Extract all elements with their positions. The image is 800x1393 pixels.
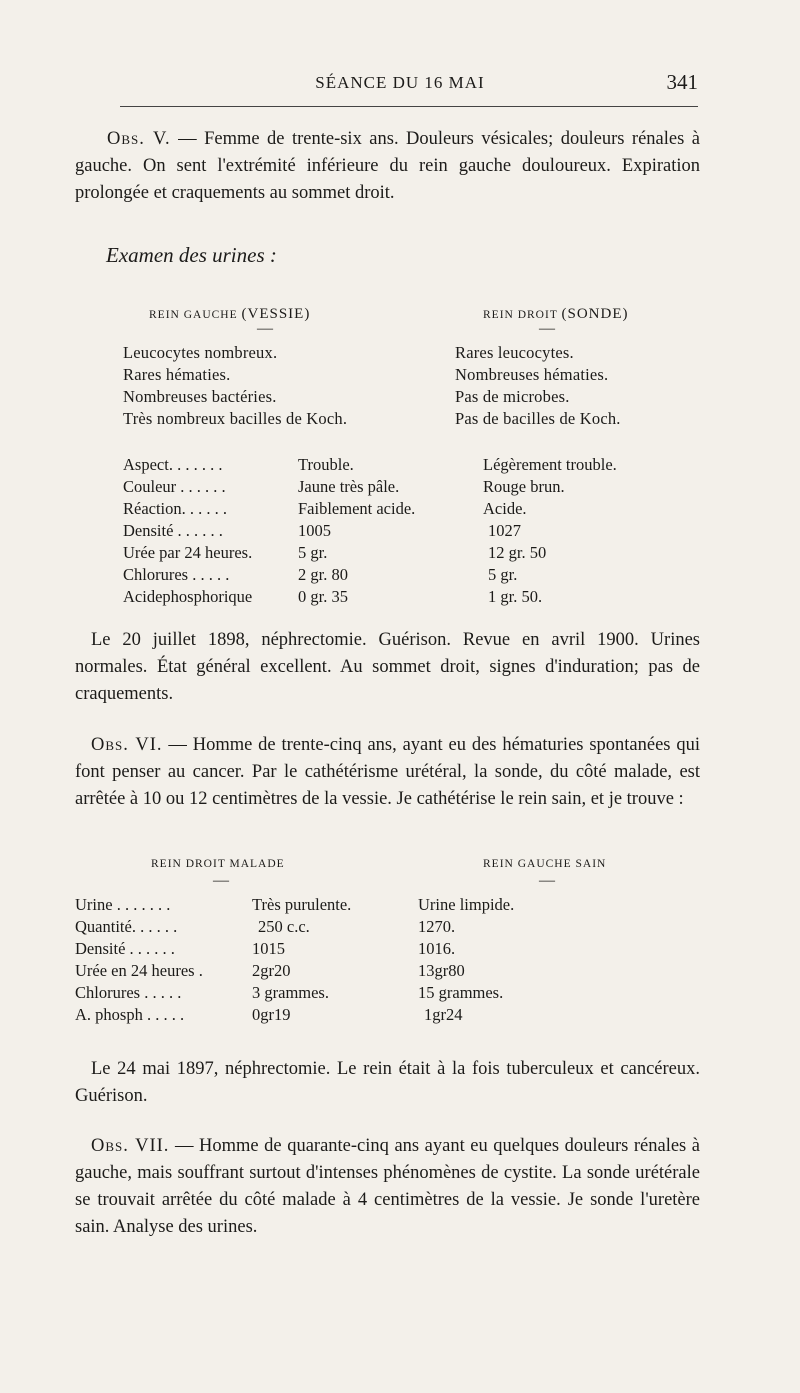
- obs7-lead: Obs. VII.: [91, 1136, 170, 1156]
- t1-row-label: Réaction. . . . . .: [123, 499, 228, 518]
- t1-row-left: 1005: [298, 521, 331, 540]
- t2-row-label: Quantité. . . . . .: [75, 917, 178, 936]
- running-header: SÉANCE DU 16 MAI: [315, 73, 485, 92]
- obs6-text: — Homme de trente-cinq ans, ayant eu des hématuries spontanées qui font penser au cancer. Par le cathétérisme urétéral, la sonde, du côté malade, est arrêtée à 10 ou 12 centimètres de la vessie. Je cathétérise le rein sain, et je trouve :: [75, 735, 700, 809]
- t2-row-left: 3 grammes.: [252, 983, 329, 1002]
- t1-row-right: 12 gr. 50: [488, 543, 547, 562]
- t2-row-label: Urée en 24 heures .: [75, 961, 203, 980]
- t1-left-line: Nombreuses bactéries.: [123, 387, 277, 406]
- obs5-paragraph: [75, 126, 700, 207]
- t2-row-label: Chlorures . . . . .: [75, 983, 182, 1002]
- t2-row-left: 1015: [252, 939, 285, 958]
- table2-right-head: REIN GAUCHE SAIN: [483, 858, 607, 870]
- t1-row-right: 5 gr.: [488, 565, 518, 584]
- t2-row-right: Urine limpide.: [418, 895, 515, 914]
- t2-row-left: 0gr19: [252, 1005, 291, 1024]
- t2-row-right: 1270.: [418, 917, 456, 936]
- t1-row-right: Rouge brun.: [483, 477, 565, 496]
- nephrectomy2-paragraph: Le 24 mai 1897, néphrectomie. Le rein était à la fois tuberculeux et cancéreux. Guérison.: [75, 1059, 700, 1106]
- page-number: 341: [666, 70, 698, 94]
- t1-row-left: 5 gr.: [298, 543, 328, 562]
- table2-right-dash: —: [539, 872, 555, 889]
- t1-row-label: Urée par 24 heures.: [123, 543, 253, 562]
- t1-row-left: 2 gr. 80: [298, 565, 348, 584]
- t2-row-left: 2gr20: [252, 961, 291, 980]
- t2-row-label: A. phosph . . . . .: [75, 1005, 185, 1024]
- t1-row-label: Acidephosphorique: [123, 587, 253, 606]
- t1-left-line: Rares hématies.: [123, 365, 231, 384]
- table1-right-dash: —: [539, 320, 555, 337]
- t1-row-left: 0 gr. 35: [298, 587, 348, 606]
- obs6-paragraph: [75, 732, 700, 813]
- t1-right-line: Nombreuses hématies.: [455, 365, 609, 384]
- t2-row-right: 13gr80: [418, 961, 465, 980]
- t2-row-left: 250 c.c.: [258, 917, 310, 936]
- t2-row-right: 1016.: [418, 939, 456, 958]
- table1-left-dash: —: [257, 320, 273, 337]
- t1-row-label: Couleur . . . . . .: [123, 477, 226, 496]
- t2-row-left: Très purulente.: [252, 895, 352, 914]
- obs5-lead: Obs. V.: [107, 129, 171, 149]
- t2-row-right: 15 grammes.: [418, 983, 504, 1002]
- obs6-lead: Obs. VI.: [91, 735, 163, 755]
- table2-left-head: REIN DROIT MALADE: [151, 858, 285, 870]
- t1-right-line: Pas de microbes.: [455, 387, 570, 406]
- t1-row-right: Acide.: [483, 499, 527, 518]
- exam-heading: Examen des urines :: [106, 243, 277, 267]
- t1-row-label: Densité . . . . . .: [123, 521, 223, 540]
- t1-right-line: Pas de bacilles de Koch.: [455, 409, 621, 428]
- t1-left-line: Très nombreux bacilles de Koch.: [123, 409, 348, 428]
- t1-row-left: Faiblement acide.: [298, 499, 416, 518]
- nephrectomy1-paragraph: Le 20 juillet 1898, néphrectomie. Guérison. Revue en avril 1900. Urines normales. État général excellent. Au sommet droit, signes d'induration; pas de craquements.: [75, 630, 700, 704]
- t2-row-label: Urine . . . . . . .: [75, 895, 171, 914]
- obs7-text: — Homme de quarante-cinq ans ayant eu quelques douleurs rénales à gauche, mais souffrant surtout d'intenses phénomènes de cystite. La sonde urétérale se trouvait arrêtée du côté malade à 4 centimètres de la vessie. Je sonde l'uretère sain. Analyse des urines.: [75, 1136, 701, 1237]
- table2-left-dash: —: [213, 872, 229, 889]
- table1-right-head: REIN DROIT (SONDE): [483, 306, 629, 322]
- t1-row-right: 1 gr. 50.: [488, 587, 543, 606]
- t1-right-line: Rares leucocytes.: [455, 343, 574, 362]
- t2-row-right: 1gr24: [424, 1005, 463, 1024]
- header-rule: [120, 106, 698, 107]
- t1-row-left: Jaune très pâle.: [298, 477, 400, 496]
- t2-row-label: Densité . . . . . .: [75, 939, 175, 958]
- t1-row-right: Légèrement trouble.: [483, 455, 617, 474]
- obs7-paragraph: [75, 1133, 700, 1241]
- obs5-text: — Femme de trente-six ans. Douleurs vésicales; douleurs rénales à gauche. On sent l'extrémité inférieure du rein gauche douloureux. Expiration prolongée et craquements au sommet droit.: [75, 129, 700, 203]
- t1-row-label: Aspect. . . . . . .: [123, 455, 223, 474]
- table1-left-head: REIN GAUCHE (VESSIE): [149, 306, 311, 322]
- t1-row-right: 1027: [488, 521, 521, 540]
- t1-row-left: Trouble.: [298, 455, 354, 474]
- t1-left-line: Leucocytes nombreux.: [123, 343, 278, 362]
- t1-row-label: Chlorures . . . . .: [123, 565, 230, 584]
